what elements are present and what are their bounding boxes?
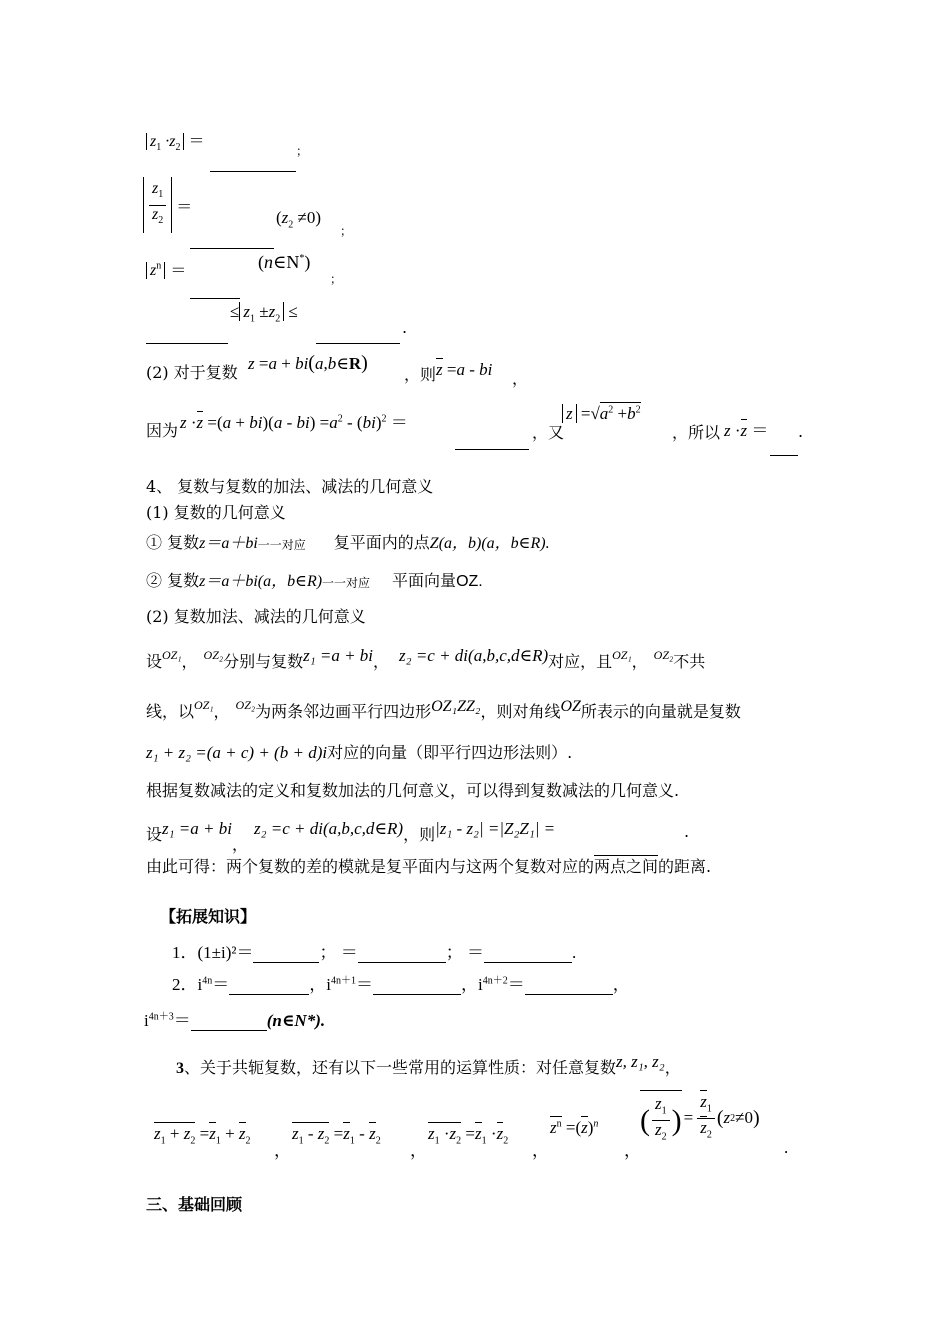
blank-abs-power <box>190 248 274 250</box>
line-because: 因为 <box>146 421 179 440</box>
line-abs-power: $z^n$ ＝ <box>146 256 186 282</box>
condition-z2-nonzero: $(z_2 \ne 0)$ <box>276 208 322 231</box>
therefore-label: ，所以 <box>672 423 721 442</box>
line-conjugate-def: (2) 对于复数 <box>146 363 238 382</box>
subsection-4-2: (2) 复数加法、减法的几何意义 <box>146 607 366 626</box>
extended-knowledge-title: 【拓展知识】 <box>160 907 257 926</box>
paragraph-addition-2: 线，以$^{OZ_1}$， $^{OZ_2}$为两条邻边画平行四边形OZ₁ZZ₂，则对角线OZ所表示的向量就是复数 <box>146 698 741 721</box>
conjugate-expr: z =a - bi <box>436 360 493 379</box>
blank-lower-bound <box>146 342 228 344</box>
semicolon: ； <box>330 272 343 286</box>
prop-difference: $z_1 - z_2 =z_1 - z_2$ <box>292 1124 381 1147</box>
subsection-4-1: (1) 复数的几何意义 <box>146 503 286 522</box>
paragraph-subtraction-intro: 根据复数减法的定义和复数加法的几何意义，可以得到复数减法的几何意义. <box>146 781 680 800</box>
paragraph-subtraction-conclusion: 由此可得：两个复数的差的模就是复平面内与这两个复数对应的两点之间的距离. <box>146 857 712 876</box>
ext-item-2: 2．$i^{4n}=$ ，$i^{4n+1}=$ ，$i^{4n+2}=$ ， <box>172 975 630 994</box>
blank-lower-bound-top <box>190 298 240 300</box>
triangle-inequality: ≤ $z_1 \pm z_2$ ≤ <box>230 302 298 325</box>
period: . <box>798 422 804 441</box>
conj-prefix: ，则 <box>404 365 437 384</box>
section-4-heading: 4、 复数与复数的加法、减法的几何意义 <box>146 477 434 496</box>
quotient-fraction: $\frac{z_1}{z_2}$ <box>149 180 166 229</box>
correspondence-vector: ② 复数z＝a＋bi(a，b∈R) 一一对应 平面向量OZ. <box>146 571 483 590</box>
ext-item-2-cont: $i^{4n+3}=$ (n∈N*). <box>144 1011 326 1030</box>
paragraph-subtraction-formula: 设z₁ =a + bi，z₂ =c + di(a,b,c,d∈R)，则|z₁ - z₂| =|Z₂Z₁| = <box>146 819 556 854</box>
blank-upper-bound <box>316 342 400 344</box>
product-conj-result: z ·z ＝ <box>724 421 769 440</box>
line-abs-quotient: $\frac{z_1}{z_2}$ ＝ <box>143 176 192 234</box>
modulus-formula: $z =√a^2 +b^2$ <box>562 404 641 424</box>
also-label: ，又 <box>532 423 565 442</box>
prop-quotient: ( $\frac{z_1}{z_2}$ ) = $\frac{z_1}{z_2}$ ( z 2 ≠0 ) <box>640 1090 760 1147</box>
conjugate-properties: $z_1 + z_2 =z_1 + z_2$ ， $z_1 - z_2 =z_1 - z_2$ ， $z_1 \cdot z_2 =z_1 \cdot z_2$ ， $z^n =(z)^n$ ， ( $\frac{z_1}{z_2}$ ) = $\frac{z_1}{z_2}$ ( z 2 ≠0 ) . <box>154 1091 789 1160</box>
condition-n-natural: (n∈N*) <box>258 252 311 272</box>
blank-abs-product <box>210 170 296 172</box>
blank-modulus-square <box>770 454 798 456</box>
paragraph-addition-3: z₁ + z₂ =(a + c) + (b + d)i对应的向量（即平行四边形法则）. <box>146 743 573 762</box>
complex-def-expr: z =a + bi(a,b∈R) <box>248 352 368 374</box>
semicolon: ； <box>340 224 353 238</box>
line-abs-product: $z_1 \cdot z_2$ ＝ <box>146 130 204 159</box>
abs-product-expr: $z_1 \cdot z_2$ <box>146 133 188 150</box>
ext-item-1: 1．(1±i)²＝ ； ＝ ； ＝ . <box>172 943 577 962</box>
prop-sum: $z_1 + z_2 =z_1 + z_2$ <box>154 1124 251 1147</box>
period: . <box>684 822 690 841</box>
ext-item-3: 3、关于共轭复数，还有以下一些常用的运算性质：对任意复数z, z₁, z₂， <box>176 1052 681 1077</box>
blank-product-result <box>455 448 529 450</box>
correspondence-point: ① 复数z＝a＋bi 一一对应 复平面内的点Z(a，b)(a，b∈R). <box>146 533 550 552</box>
prop-power: $z^n =(z)^n$ <box>550 1118 599 1137</box>
section-3-heading: 三、基础回顾 <box>146 1195 243 1214</box>
abs-power-expr: $z^n$ <box>146 262 165 279</box>
product-conjugate-expr: $z \cdot z =(a + bi)(a - bi) =a^2 - (bi)^2$ ＝ <box>180 413 408 432</box>
comma: ， <box>512 369 529 388</box>
prop-product: $z_1 \cdot z_2 =z_1 \cdot z_2$ <box>428 1124 509 1147</box>
semicolon: ； <box>296 144 309 158</box>
paragraph-addition-1: 设$^{OZ_1}$， $^{OZ_2}$分别与复数z₁ =a + bi， z₂ =c + di(a,b,c,d∈R)对应，且$^{OZ_1}$， $^{OZ_2}$不共 <box>146 646 706 671</box>
period: . <box>402 318 408 337</box>
